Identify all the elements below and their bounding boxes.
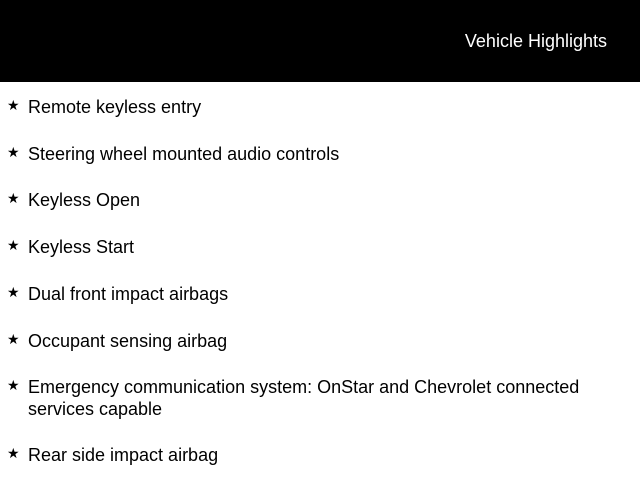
list-item-label: Keyless Start xyxy=(28,237,135,257)
list-item-label: Steering wheel mounted audio controls xyxy=(28,144,340,164)
star-icon: ★ xyxy=(7,377,20,393)
list-item-label: Emergency communication system: OnStar and Chevrolet connected services capable xyxy=(28,377,580,419)
star-icon: ★ xyxy=(7,331,20,347)
star-icon: ★ xyxy=(7,144,20,160)
list-item-label: Keyless Open xyxy=(28,190,141,210)
page-title: Vehicle Highlights xyxy=(464,31,607,51)
list-item-label: Remote keyless entry xyxy=(28,97,202,117)
list-item-label: Rear side impact airbag xyxy=(28,445,219,465)
vehicle-highlights-list xyxy=(0,82,640,480)
star-icon: ★ xyxy=(7,97,20,113)
star-icon: ★ xyxy=(7,445,20,461)
page-header xyxy=(0,0,640,82)
list-item-label: Dual front impact airbags xyxy=(28,284,229,304)
star-icon: ★ xyxy=(7,284,20,300)
star-icon: ★ xyxy=(7,190,20,206)
list-item-label: Occupant sensing airbag xyxy=(28,331,228,351)
star-icon: ★ xyxy=(7,237,20,253)
